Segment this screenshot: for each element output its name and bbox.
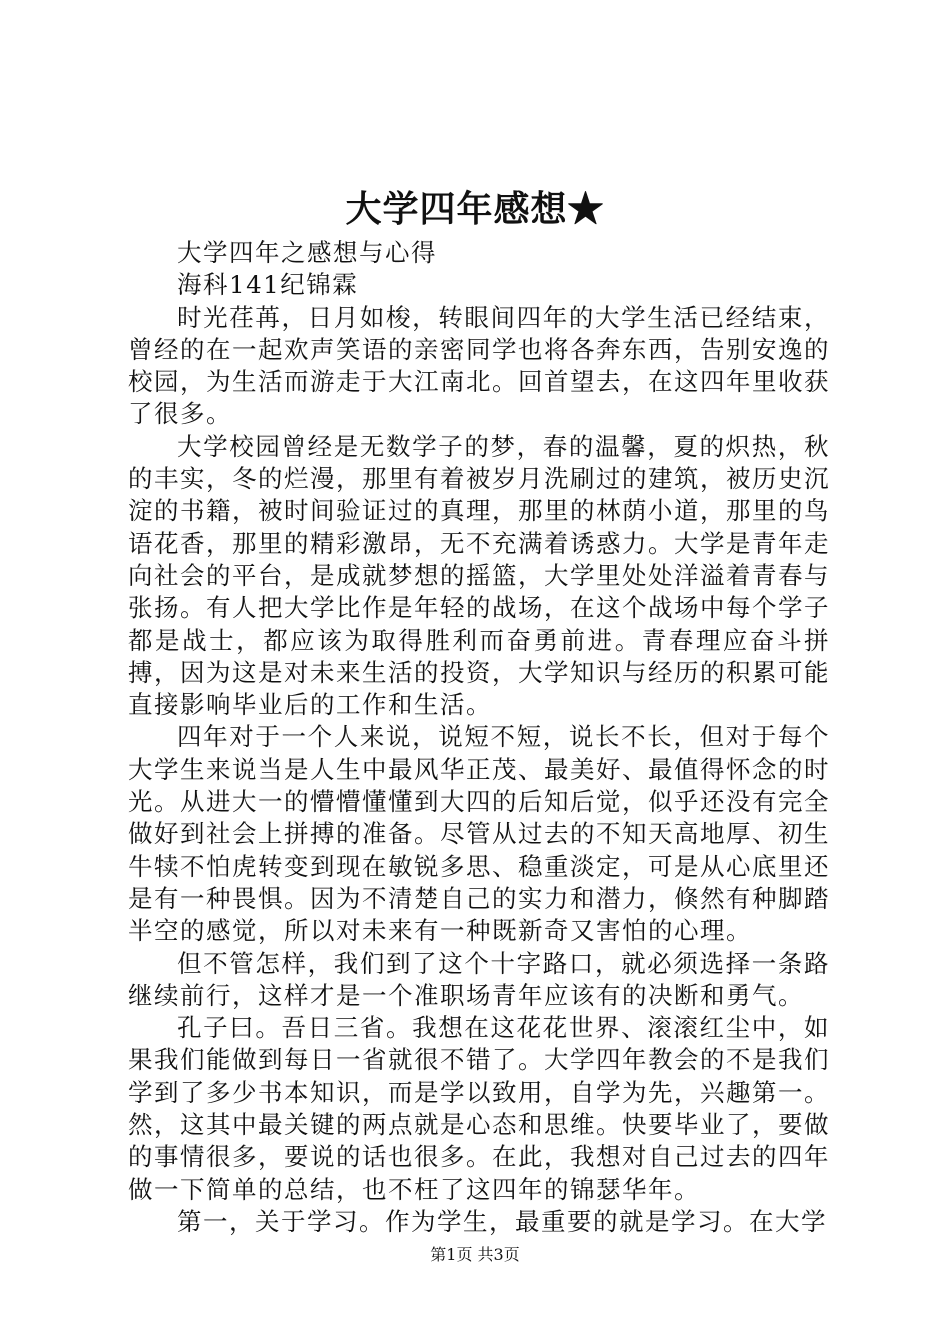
document-body	[128, 237, 830, 1238]
author-line: 海科141纪锦霖	[177, 270, 359, 300]
paragraph: 时光荏苒，日月如梭，转眼间四年的大学生活已经结束，曾经的在一起欢声笑语的亲密同学也将各奔东西，告别安逸的校园，为生活而游走于大江南北。回首望去，在这四年里收获了很多。	[128, 302, 830, 429]
paragraph: 大学校园曾经是无数学子的梦，春的温馨，夏的炽热，秋的丰实，冬的烂漫，那里有着被岁月洗刷过的建筑，被历史沉淀的书籍，被时间验证过的真理，那里的林荫小道，那里的鸟语花香，那里的精彩激昂，无不充满着诱惑力。大学是青年走向社会的平台，是成就梦想的摇篮，大学里处处洋溢着青春与张扬。有人把大学比作是年轻的战场，在这个战场中每个学子都是战士，都应该为取得胜利而奋勇前进。青春理应奋斗拼搏，因为这是对未来生活的投资，大学知识与经历的积累可能直接影响毕业后的工作和生活。	[128, 431, 830, 720]
document-title: 大学四年感想★	[345, 188, 605, 230]
paragraph: 四年对于一个人来说，说短不短，说长不长，但对于每个大学生来说当是人生中最风华正茂、最美好、最值得怀念的时光。从进大一的懵懵懂懂到大四的后知后觉，似乎还没有完全做好到社会上拼搏的准备。尽管从过去的不知天高地厚、初生牛犊不怕虎转变到现在敏锐多思、稳重淡定，可是从心底里还是有一种畏惧。因为不清楚自己的实力和潜力，倏然有种脚踏半空的感觉，所以对未来有一种既新奇又害怕的心理。	[128, 722, 830, 946]
subtitle: 大学四年之感想与心得	[177, 238, 437, 267]
page-footer: 第1页 共3页	[430, 1245, 520, 1264]
paragraph: 孔子曰。吾日三省。我想在这花花世界、滚滚红尘中，如果我们能做到每日一省就很不错了。大学四年教会的不是我们学到了多少书本知识，而是学以致用，自学为先，兴趣第一。然，这其中最关键的两点就是心态和思维。快要毕业了，要做的事情很多，要说的话也很多。在此，我想对自己过去的四年做一下简单的总结，也不枉了这四年的锦瑟华年。	[128, 1013, 830, 1204]
paragraph: 但不管怎样，我们到了这个十字路口，就必须选择一条路继续前行，这样才是一个准职场青年应该有的决断和勇气。	[128, 948, 830, 1010]
paragraph: 第一，关于学习。作为学生，最重要的就是学习。在大学	[177, 1206, 827, 1236]
